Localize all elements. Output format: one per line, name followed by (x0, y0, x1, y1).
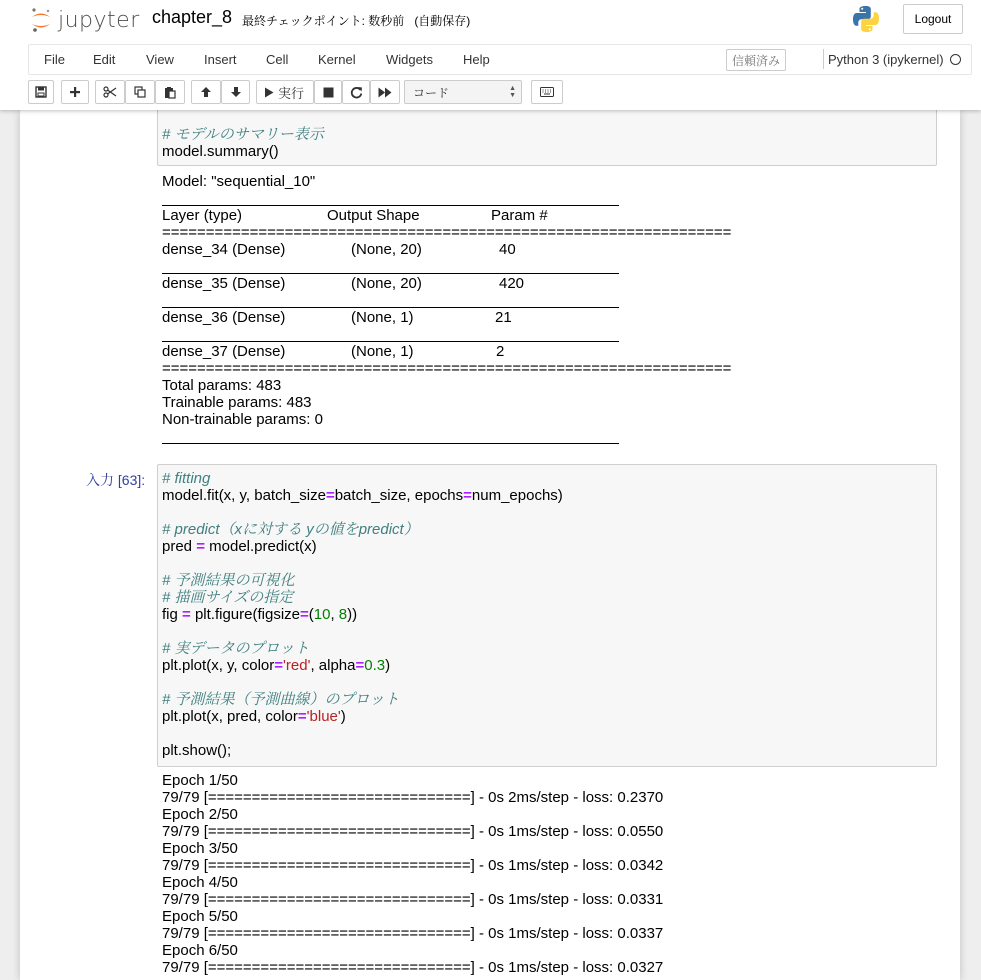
cell-type-select[interactable] (404, 80, 522, 104)
code-token: , (330, 606, 339, 623)
output-header-param: Param # (491, 207, 548, 224)
code-number: 8 (338, 606, 348, 623)
output-row-layer: dense_36 (Dense) (162, 309, 286, 326)
epoch-progress: 79/79 [==============================] - 0s 1ms/step - loss: 0.0331 (162, 891, 664, 908)
code-number: 0.3 (364, 657, 386, 674)
notebook-title[interactable]: chapter_8 (152, 7, 233, 27)
logout-button[interactable]: Logout (903, 4, 963, 34)
code-operator: = (355, 657, 365, 674)
output-divider (162, 307, 619, 308)
output-divider (162, 205, 619, 206)
menu-kernel[interactable]: Kernel (318, 52, 356, 67)
arrow-down-icon (230, 86, 242, 98)
output-trainable-params: Trainable params: 483 (162, 394, 312, 411)
menu-cell[interactable]: Cell (266, 52, 289, 67)
output-header-layer: Layer (type) (162, 207, 243, 224)
autosave-status: (自動保存) (414, 14, 471, 28)
output-non-trainable-params: Non-trainable params: 0 (162, 411, 323, 428)
code-operator: = (463, 487, 472, 504)
epoch-progress: 79/79 [==============================] - 0s 1ms/step - loss: 0.0327 (162, 959, 664, 976)
python-logo-icon (851, 4, 881, 34)
command-palette-button[interactable] (531, 80, 563, 104)
interrupt-button[interactable] (314, 80, 342, 104)
checkpoint-status (242, 12, 470, 29)
select-arrows-icon: ▲ ▼ (509, 85, 516, 99)
output-row-layer: dense_37 (Dense) (162, 343, 286, 360)
code-operator: = (196, 538, 205, 555)
epoch-progress: 79/79 [==============================] - 0s 2ms/step - loss: 0.2370 (162, 789, 664, 806)
code-operator: = (325, 487, 335, 504)
code-number: 10 (313, 606, 331, 623)
code-token: plt.figure(figsize (190, 606, 300, 623)
jupyter-logo[interactable] (30, 5, 140, 35)
code-token: , alpha (310, 657, 356, 674)
output-row-shape: (None, 1) (351, 309, 414, 326)
save-icon (35, 86, 47, 98)
code-token: num_epochs) (471, 487, 563, 504)
paste-button[interactable] (155, 80, 185, 104)
code-cell-input[interactable] (157, 464, 937, 767)
insert-cell-button[interactable] (61, 80, 89, 104)
output-row-shape: (None, 1) (351, 343, 414, 360)
code-token: ) (385, 657, 391, 674)
code-token: model.predict(x) (204, 538, 317, 555)
code-token: ( (308, 606, 314, 623)
output-row-shape: (None, 20) (351, 241, 422, 258)
stop-icon (323, 87, 334, 98)
code-line (162, 657, 390, 674)
code-token: plt.plot(x, y, color (162, 657, 275, 674)
copy-button[interactable] (125, 80, 155, 104)
epoch-progress: 79/79 [==============================] - 0s 1ms/step - loss: 0.0550 (162, 823, 664, 840)
menu-widgets[interactable]: Widgets (386, 52, 433, 67)
code-token: model.fit(x, y, batch_size (162, 487, 326, 504)
output-row-param: 21 (495, 309, 512, 326)
code-comment: # モデルのサマリー表示 (162, 126, 324, 143)
code-comment: # fitting (162, 470, 211, 487)
restart-icon (350, 86, 363, 99)
output-divider (162, 443, 619, 444)
code-line: model.summary() (162, 143, 279, 160)
code-string: 'red' (283, 657, 311, 674)
notebook-header (0, 0, 981, 110)
save-button[interactable] (28, 80, 54, 104)
menubar (28, 44, 972, 75)
cell-type-value: コード (413, 86, 450, 100)
code-line (162, 487, 563, 504)
menu-view[interactable]: View (146, 52, 174, 67)
trusted-indicator[interactable]: 信頼済み (726, 49, 786, 71)
output-row-param: 420 (499, 275, 525, 292)
code-line (162, 708, 346, 725)
cell-prompt: 入力 [63]: (86, 472, 146, 488)
code-comment: # 予測結果（予測曲線）のプロット (162, 691, 400, 708)
output-divider (162, 341, 619, 342)
code-string: 'blue' (306, 708, 341, 725)
arrow-up-icon (200, 86, 212, 98)
output-header-shape: Output Shape (327, 207, 420, 224)
move-down-button[interactable] (221, 80, 250, 104)
scissors-icon (103, 86, 117, 98)
epoch-label: Epoch 6/50 (162, 942, 238, 959)
code-operator: = (182, 606, 191, 623)
epoch-label: Epoch 1/50 (162, 772, 238, 789)
output-separator: ================================================================= (162, 360, 732, 377)
plus-icon (69, 86, 81, 98)
code-comment: # 描画サイズの指定 (162, 589, 294, 606)
copy-icon (134, 86, 146, 98)
menu-file[interactable]: File (44, 52, 65, 67)
code-comment: # 実データのプロット (162, 640, 310, 657)
fast-forward-icon (378, 87, 392, 98)
menu-help[interactable]: Help (463, 52, 490, 67)
output-row-param: 2 (496, 343, 505, 360)
menu-insert[interactable]: Insert (204, 52, 237, 67)
code-line (162, 538, 317, 555)
cut-button[interactable] (95, 80, 125, 104)
epoch-progress: 79/79 [==============================] - 0s 1ms/step - loss: 0.0342 (162, 857, 664, 874)
output-row-layer: dense_34 (Dense) (162, 241, 286, 258)
epoch-progress: 79/79 [==============================] - 0s 1ms/step - loss: 0.0337 (162, 925, 664, 942)
code-comment: # 予測結果の可視化 (162, 572, 295, 589)
epoch-label: Epoch 3/50 (162, 840, 238, 857)
code-operator: = (297, 708, 307, 725)
restart-run-all-button[interactable] (370, 80, 400, 104)
output-total-params: Total params: 483 (162, 377, 282, 394)
code-token: )) (347, 606, 358, 623)
code-token: plt.plot(x, pred, color (162, 708, 298, 725)
code-token: batch_size, epochs (334, 487, 464, 504)
move-up-button[interactable] (191, 80, 221, 104)
code-token: fig (162, 606, 183, 623)
notebook-container (20, 110, 960, 980)
run-button[interactable] (256, 80, 314, 104)
output-row-layer: dense_35 (Dense) (162, 275, 286, 292)
epoch-label: Epoch 2/50 (162, 806, 238, 823)
jupyter-logo-text: jupyter (58, 7, 140, 33)
code-operator: = (300, 606, 309, 623)
epoch-label: Epoch 4/50 (162, 874, 238, 891)
restart-button[interactable] (342, 80, 370, 104)
run-label: 実行 (278, 85, 305, 101)
output-separator: ================================================================= (162, 224, 732, 241)
code-comment: # predict（xに対する yの値をpredict） (162, 521, 419, 538)
code-operator: = (274, 657, 284, 674)
checkpoint-text: 最終チェックポイント: 数秒前 (242, 14, 405, 28)
keyboard-icon (540, 87, 554, 97)
jupyter-logo-icon (30, 7, 52, 33)
paste-icon (164, 86, 176, 99)
code-line: plt.show(); (162, 742, 232, 759)
kernel-name[interactable]: Python 3 (ipykernel) (828, 52, 944, 67)
code-token: ) (340, 708, 346, 725)
output-model-name: Model: "sequential_10" (162, 173, 316, 190)
epoch-label: Epoch 5/50 (162, 908, 238, 925)
output-row-shape: (None, 20) (351, 275, 422, 292)
kernel-idle-icon (950, 54, 961, 65)
output-row-param: 40 (499, 241, 516, 258)
code-token: pred (162, 538, 197, 555)
play-icon (264, 87, 274, 98)
output-divider (162, 273, 619, 274)
code-line (162, 606, 357, 623)
menu-edit[interactable]: Edit (93, 52, 116, 67)
kernel-separator (823, 49, 824, 69)
